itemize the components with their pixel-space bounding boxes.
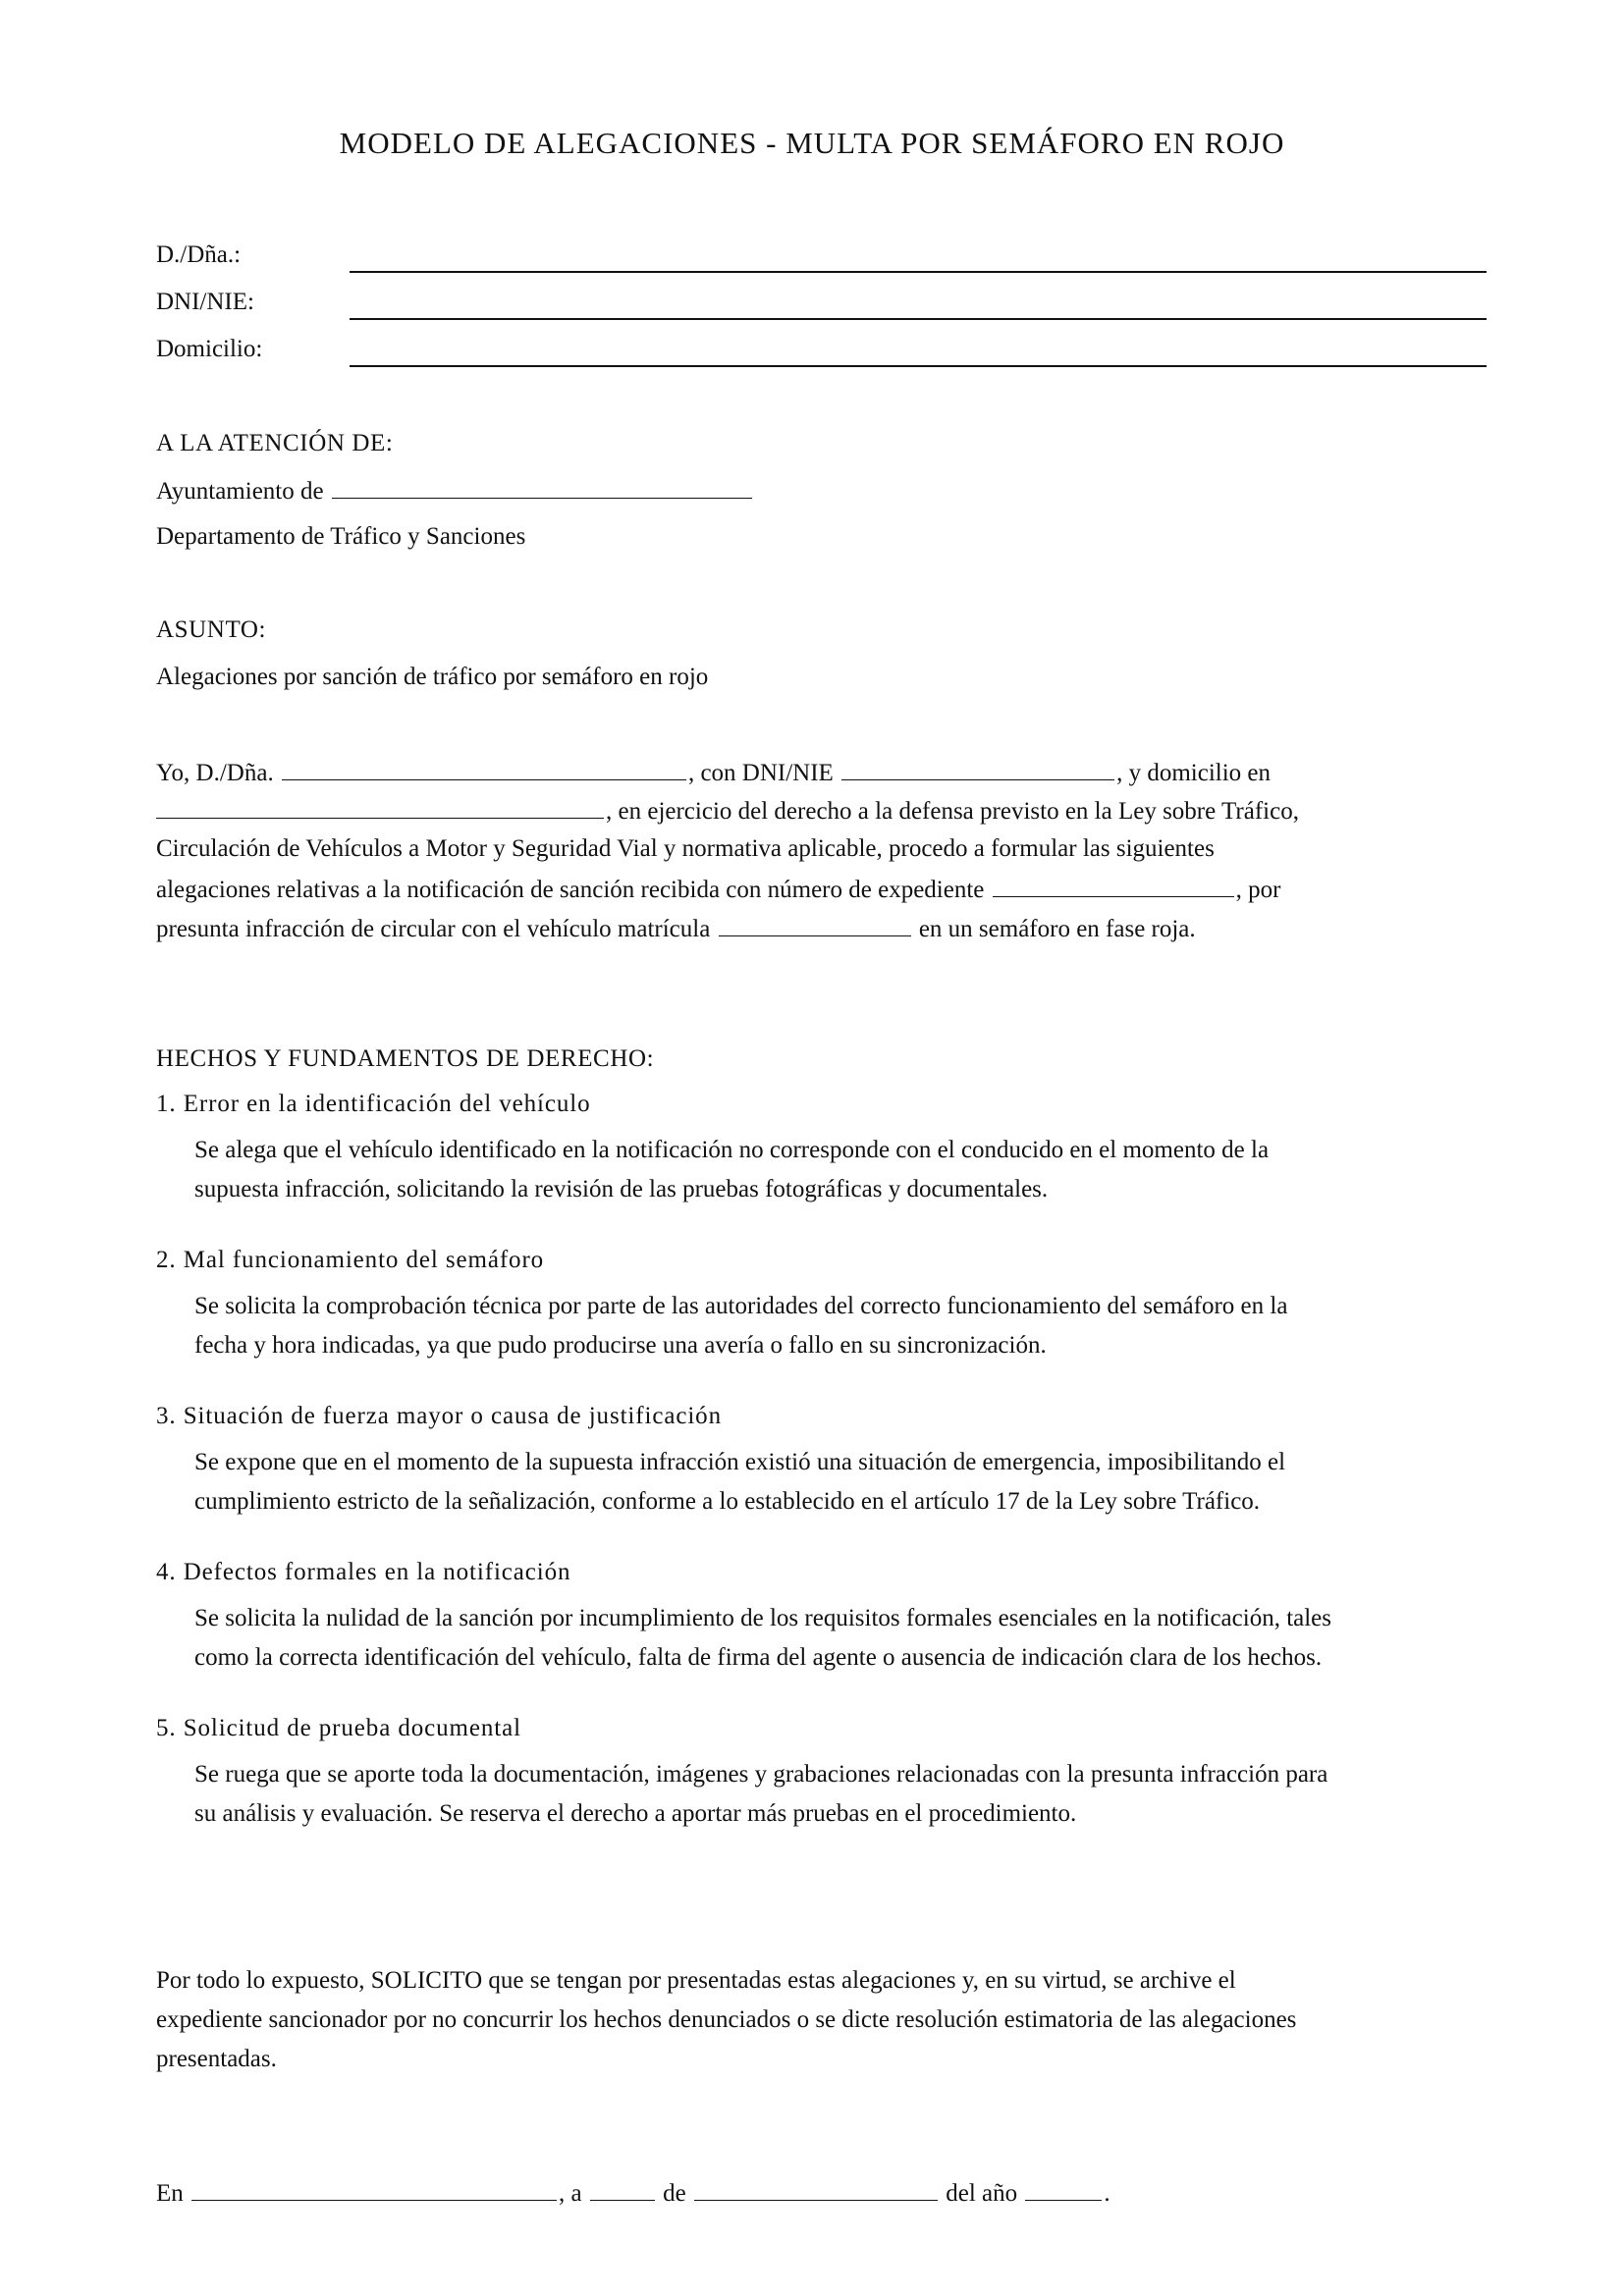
date-text: del año	[946, 2180, 1018, 2207]
file-number-blank[interactable]	[993, 875, 1234, 897]
intro-line-5	[156, 914, 1196, 943]
field-line-dni[interactable]	[350, 318, 1487, 320]
dni-blank[interactable]	[841, 758, 1114, 780]
fact-2-line-2: fecha y hora indicadas, ya que pudo producirse una avería o fallo en su sincronización.	[194, 1332, 1047, 1359]
field-label-address: Domicilio:	[156, 336, 263, 362]
field-line-address[interactable]	[350, 365, 1487, 367]
fact-3-line-1: Se expone que en el momento de la supuesta infracción existió una situación de emergencia, imposibilitando el	[194, 1449, 1286, 1475]
field-label-name: D./Dña.:	[156, 241, 242, 268]
fact-1-title: 1. Error en la identificación del vehículo	[156, 1091, 591, 1117]
subject-heading: ASUNTO:	[156, 616, 267, 643]
request-line-2: expediente sancionador por no concurrir los hechos denunciados o se dicte resolución estimatoria de las alegaciones	[156, 2006, 1297, 2033]
field-line-name[interactable]	[350, 271, 1487, 273]
subject-text: Alegaciones por sanción de tráfico por semáforo en rojo	[156, 664, 709, 690]
field-label-dni: DNI/NIE:	[156, 289, 254, 315]
fact-1-line-2: supuesta infracción, solicitando la revisión de las pruebas fotográficas y documentales.	[194, 1176, 1049, 1202]
fact-5-line-1: Se ruega que se aporte toda la documentación, imágenes y grabaciones relacionadas con la presunta infracción para	[194, 1761, 1328, 1788]
intro-text: presunta infracción de circular con el vehículo matrícula	[156, 916, 711, 942]
intro-line-2	[156, 796, 1299, 826]
intro-text: Yo, D./Dña.	[156, 760, 274, 786]
attention-city-prefix: Ayuntamiento de	[156, 478, 324, 505]
date-text: .	[1104, 2180, 1110, 2207]
fact-3-line-2: cumplimiento estricto de la señalización, conforme a lo establecido en el artículo 17 de la Ley sobre Tráfico.	[194, 1488, 1261, 1515]
intro-line-3: Circulación de Vehículos a Motor y Seguridad Vial y normativa aplicable, procedo a formular las siguientes	[156, 835, 1215, 862]
month-blank[interactable]	[694, 2178, 938, 2201]
fact-2-title: 2. Mal funcionamiento del semáforo	[156, 1247, 545, 1273]
intro-text: , y domicilio en	[1116, 760, 1272, 786]
address-blank[interactable]	[156, 796, 604, 819]
fact-4-title: 4. Defectos formales en la notificación	[156, 1559, 571, 1585]
year-blank[interactable]	[1025, 2178, 1102, 2201]
date-text: En	[156, 2180, 184, 2207]
document-title: MODELO DE ALEGACIONES - MULTA POR SEMÁFORO EN ROJO	[339, 126, 1285, 160]
intro-text: , en ejercicio del derecho a la defensa previsto en la Ley sobre Tráfico,	[606, 798, 1299, 825]
day-blank[interactable]	[590, 2178, 655, 2201]
facts-heading: HECHOS Y FUNDAMENTOS DE DERECHO:	[156, 1045, 655, 1072]
fact-3-title: 3. Situación de fuerza mayor o causa de justificación	[156, 1403, 722, 1429]
attention-heading: A LA ATENCIÓN DE:	[156, 430, 394, 456]
plate-blank[interactable]	[719, 914, 911, 936]
name-blank[interactable]	[282, 758, 686, 780]
fact-1-line-1: Se alega que el vehículo identificado en la notificación no corresponde con el conducido en el momento de la	[194, 1137, 1270, 1163]
intro-line-4	[156, 875, 1280, 904]
fact-5-title: 5. Solicitud de prueba documental	[156, 1715, 521, 1741]
date-text: , a	[559, 2180, 582, 2207]
fact-4-line-1: Se solicita la nulidad de la sanción por incumplimiento de los requisitos formales esenciales en la notificación, tales	[194, 1605, 1332, 1631]
intro-line-1	[156, 758, 1271, 787]
date-line	[156, 2178, 1110, 2208]
place-blank[interactable]	[191, 2178, 557, 2201]
attention-line-1	[156, 476, 754, 506]
intro-text: en un semáforo en fase roja.	[918, 916, 1196, 942]
request-line-1: Por todo lo expuesto, SOLICITO que se tengan por presentadas estas alegaciones y, en su virtud, se archive el	[156, 1967, 1236, 1994]
fact-5-line-2: su análisis y evaluación. Se reserva el derecho a aportar más pruebas en el procedimiento.	[194, 1800, 1077, 1827]
fact-4-line-2: como la correcta identificación del vehículo, falta de firma del agente o ausencia de indicación clara de los hechos.	[194, 1644, 1323, 1671]
attention-line-2: Departamento de Tráfico y Sanciones	[156, 523, 526, 550]
intro-text: alegaciones relativas a la notificación de sanción recibida con número de expediente	[156, 877, 985, 903]
fact-2-line-1: Se solicita la comprobación técnica por parte de las autoridades del correcto funcionamiento del semáforo en la	[194, 1293, 1288, 1319]
intro-text: , con DNI/NIE	[687, 760, 834, 786]
date-text: de	[663, 2180, 686, 2207]
city-blank[interactable]	[332, 476, 752, 499]
intro-text: , por	[1235, 877, 1281, 903]
request-line-3: presentadas.	[156, 2046, 277, 2072]
